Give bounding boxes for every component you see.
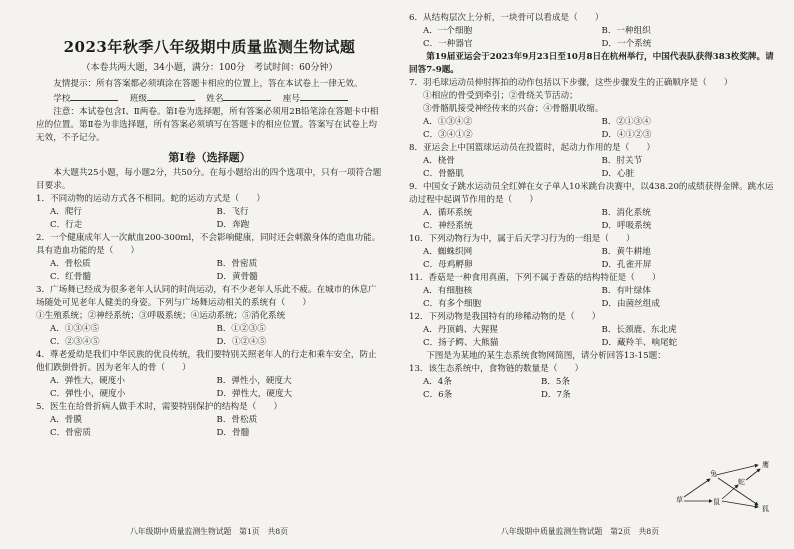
school-label: 学校 [53, 94, 71, 104]
question-4 [36, 349, 383, 401]
question-stem: 11．香菇是一种食用真菌，下列不属于香菇的结构特征是（ ） [409, 273, 661, 283]
options [409, 207, 780, 233]
option: D．由菌丝组成 [601, 299, 660, 309]
question-stem: 3．广场舞已经成为很多老年人认同的时尚运动，有不少老年人乐此不疲。在城市的休息广场随处可见老年人健美的身姿。下列与广场舞运动相关的系统有（ ） [36, 285, 377, 308]
option: B．骨密质 [216, 259, 258, 269]
question-stem: 4．尊老爱幼是我们中华民族的优良传统，我们要特别关照老年人的行走和乘车安全，防止他们跌倒骨折。因为老年人的骨（ ） [36, 350, 377, 373]
option: C．6条 [423, 390, 453, 400]
question-12 [409, 311, 780, 350]
question-1 [36, 193, 383, 232]
question-list: ①生殖系统；②神经系统；③呼吸系统；④运动系统；⑤消化系统 [36, 311, 286, 321]
options [409, 285, 780, 311]
option: C．神经系统 [423, 221, 473, 231]
option: C．有多个细胞 [423, 299, 482, 309]
group-intro-7-9: 第19届亚运会于2023年9月23日至10月8日在杭州举行，中国代表队获得383枚奖牌。请回答7-9题。 [409, 52, 774, 75]
group-intro-13-15: 下图是为某地的某生态系统食物网简图，请分析回答13-15题： [426, 351, 666, 361]
question-stem: 1．不同动物的运动方式各不相同。蛇的运动方式是（ ） [36, 194, 265, 204]
option: D．一个系统 [601, 39, 652, 49]
option: B．消化系统 [601, 208, 651, 218]
question-stem: 8．亚运会上中国篮球运动员在投篮时，起动力作用的是（ ） [409, 143, 656, 153]
options [36, 258, 383, 284]
options [36, 206, 383, 232]
page-footer: 八年级期中质量监测生物试题 第2页 共8页 [501, 527, 660, 536]
option: D．孔雀开屏 [601, 260, 652, 270]
notice-text: 注意：本试卷包含Ⅰ、Ⅱ两卷。第Ⅰ卷为选择题，所有答案必须用2B铅笔涂在答题卡中相应的位置。第Ⅱ卷为非选择题，所有答案必须填写在答题卡的相应位置。答案写在试卷上均无效，不予记分。 [36, 107, 379, 143]
options [36, 414, 383, 440]
name-blank [223, 91, 271, 101]
node-fox: 狐 [762, 505, 769, 513]
question-7 [409, 77, 780, 142]
section-intro: 本大题共25小题，每小题2分，共50分。在每小题给出的四个选项中，只有一项符合题目要求。 [36, 168, 382, 191]
node-snake: 蛇 [738, 478, 745, 486]
question-stem: 12．下列动物是我国特有的珍稀动物的是（ ） [409, 312, 601, 322]
option: B．骨松质 [216, 415, 258, 425]
option: A．弹性大，硬度小 [50, 376, 125, 386]
option: C．弹性小，硬度小 [50, 389, 126, 399]
question-3 [36, 284, 383, 349]
reminder-text: 友情提示：所有答案都必须填涂在答题卡相应的位置上，答在本试卷上一律无效。 [53, 79, 363, 89]
question-stem: 9．中国女子跳水运动员全红婵在女子单人10米跳台决赛中，以438.20的成绩获得金牌。跳水运动过程中起调节作用的是（ ） [409, 182, 774, 205]
question-10 [409, 233, 780, 272]
option: D．弹性大，硬度大 [216, 389, 293, 399]
question-stem: 2．一个健康成年人一次献血200-300ml，不会影响健康，同时还会刺激身体的造血功能。具有造血功能的是（ ） [36, 233, 381, 256]
school-blank [70, 91, 118, 101]
option: C．②③④⑤ [50, 337, 100, 347]
option: B．长颈鹿、东北虎 [601, 325, 677, 335]
option: C．行走 [50, 220, 83, 230]
number-blank [300, 91, 348, 101]
page-right [397, 0, 794, 549]
option: B．一种组织 [601, 26, 651, 36]
options [409, 324, 780, 350]
question-9 [409, 181, 780, 233]
class-blank [147, 91, 195, 101]
question-8 [409, 142, 780, 181]
option: B．黄牛耕地 [601, 247, 651, 257]
option: C．骨密质 [50, 428, 91, 438]
question-list: ③骨骼肌接受神经传来的兴奋；④骨骼肌收缩。 [423, 104, 604, 114]
option: D．骨髓 [216, 428, 250, 438]
exam-subtitle: （本卷共两大题，34小题，满分：100分 考试时间：60分钟） [81, 63, 338, 73]
option: A．有细胞核 [423, 286, 473, 296]
option: D．④①②③ [601, 130, 652, 140]
option: D．黄骨髓 [216, 272, 258, 282]
option: B．有叶绿体 [601, 286, 651, 296]
option: A．蜘蛛织网 [423, 247, 473, 257]
question-stem: 6．从结构层次上分析，一块骨可以看成是（ ） [409, 13, 604, 23]
node-grass: 草 [676, 496, 683, 504]
class-label: 班级 [129, 94, 147, 104]
node-mouse: 鼠 [713, 498, 720, 506]
exam-title: 2023年秋季八年级期中质量监测生物试题 [63, 38, 356, 56]
page-footer: 八年级期中质量监测生物试题 第1页 共8页 [130, 527, 289, 536]
name-label: 姓名 [206, 94, 224, 104]
options [409, 25, 780, 51]
question-2 [36, 232, 383, 284]
option: A．桡骨 [423, 156, 455, 166]
food-web-diagram [672, 457, 782, 515]
options [36, 323, 383, 349]
options [36, 375, 383, 401]
question-stem: 13．该生态系统中，食物链的数量是（ ） [409, 364, 584, 374]
question-list: ①相应的骨受到牵引；②骨绕关节活动； [423, 91, 578, 101]
options [409, 155, 780, 181]
option: A．①③④② [423, 117, 473, 127]
option: B．5条 [541, 377, 570, 387]
section-title: 第Ⅰ卷（选择题） [168, 151, 251, 164]
option: B．②①③④ [601, 117, 651, 127]
option: A．骨膜 [50, 415, 82, 425]
option: D．呼吸系统 [601, 221, 652, 231]
option: C．红骨髓 [50, 272, 91, 282]
food-web-arrows [684, 465, 760, 507]
option: C．母鸡孵卵 [423, 260, 473, 270]
question-5 [36, 401, 383, 440]
option: D．心脏 [601, 169, 635, 179]
options [409, 246, 780, 272]
option: B．弹性小，硬度大 [216, 376, 292, 386]
option: A．一个细胞 [423, 26, 473, 36]
option: B．肘关节 [601, 156, 643, 166]
option: B．飞行 [216, 207, 249, 217]
option: D．7条 [541, 390, 571, 400]
option: D．①②④⑤ [216, 337, 267, 347]
question-6 [409, 12, 780, 51]
option: D．奔跑 [216, 220, 250, 230]
question-11 [409, 272, 780, 311]
option: A．循环系统 [423, 208, 473, 218]
student-info-line [36, 91, 383, 106]
node-rabbit: 兔 [710, 470, 717, 478]
option: A．丹顶鹤、大猩猩 [423, 325, 498, 335]
option: B．①②③⑤ [216, 324, 266, 334]
question-stem: 5．医生在给骨折病人做手术时，需要特别保护的结构是（ ） [36, 402, 283, 412]
number-label: 座号 [282, 94, 300, 104]
option: A．爬行 [50, 207, 82, 217]
node-eagle: 鹰 [762, 461, 769, 469]
option: C．扬子鳄、大熊猫 [423, 338, 499, 348]
question-stem: 7．羽毛球运动员伸肘挥拍的动作包括以下步骤，这些步骤发生的正确顺序是（ ） [409, 78, 733, 88]
question-13 [409, 363, 659, 402]
option: C．骨骼肌 [423, 169, 464, 179]
option: C．③④①② [423, 130, 473, 140]
options [409, 116, 780, 142]
option: D．藏羚羊、响尾蛇 [601, 338, 678, 348]
option: A．①③④⑤ [50, 324, 100, 334]
option: A．骨松质 [50, 259, 91, 269]
option: C．一种器官 [423, 39, 473, 49]
option: A．4条 [423, 377, 452, 387]
question-stem: 10．下列动物行为中，属于后天学习行为的一组是（ ） [409, 234, 635, 244]
options [409, 376, 659, 402]
